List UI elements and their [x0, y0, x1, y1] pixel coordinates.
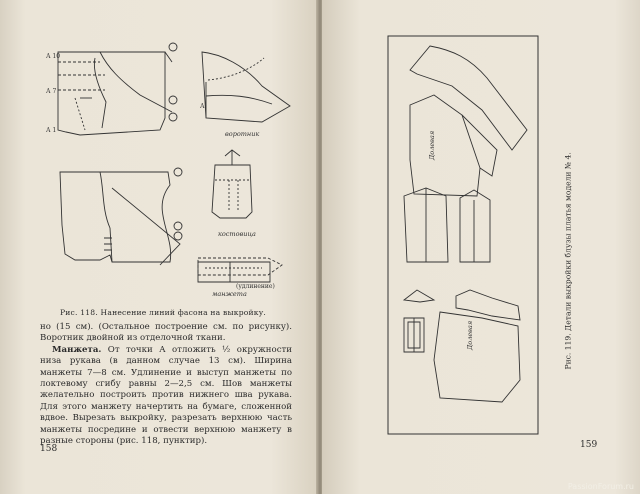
- figure-119-caption: Рис. 119. Детали выкройки блузы платья модели № 4.: [563, 152, 573, 370]
- label-vorotnik: воротник: [225, 130, 260, 138]
- label-a1: А 1: [46, 127, 57, 134]
- watermark: PassionForum.ru: [567, 482, 634, 491]
- right-page: [322, 0, 640, 494]
- label-dolevaya-1: Долевая: [428, 130, 436, 160]
- figure-119-caption-wrap: [558, 152, 578, 370]
- page-number-159: 159: [580, 440, 598, 450]
- label-manzheta: манжета: [212, 290, 247, 298]
- page-number-158: 158: [40, 444, 58, 454]
- pattern-figure-118: [0, 0, 318, 300]
- label-a7: А 7: [46, 88, 57, 95]
- figure-118-caption: Рис. 118. Нанесение линий фасона на выкройку.: [59, 308, 267, 317]
- label-a10: А 10: [46, 53, 61, 60]
- paragraph-2-text: От точки А отложить ½ окружности низа рукава (в данном случае 13 см). Ширина манжеты 7—8 см. Удлинение и выступ манжеты по локтевому сгибу равны 2—2,5 см. Шов манжеты желательно построить против нижнего шва рукава. Для этого манжету начертить на бумаге, сложенной вдвое. Вырезать выкройку, разрезать верхнюю часть манжеты посредине и отвести верхнюю манжету в разные стороны (рис. 118, пунктир).: [40, 344, 292, 447]
- left-page: [0, 0, 318, 494]
- label-dolevaya-2: Долевая: [466, 320, 474, 350]
- label-a-point: А: [200, 103, 205, 110]
- paragraph-1: но (15 см). (Остальное построение см. по рисунку). Воротник двойной из отделочной ткани.: [40, 322, 292, 344]
- label-kostochka: костовица: [218, 230, 256, 238]
- term-manzheta: Манжета.: [52, 344, 102, 355]
- paragraph-2: [40, 345, 292, 448]
- label-udlinenie: (удлинение): [236, 283, 275, 290]
- pattern-figure-119: [322, 0, 640, 494]
- left-body-text: [40, 322, 292, 447]
